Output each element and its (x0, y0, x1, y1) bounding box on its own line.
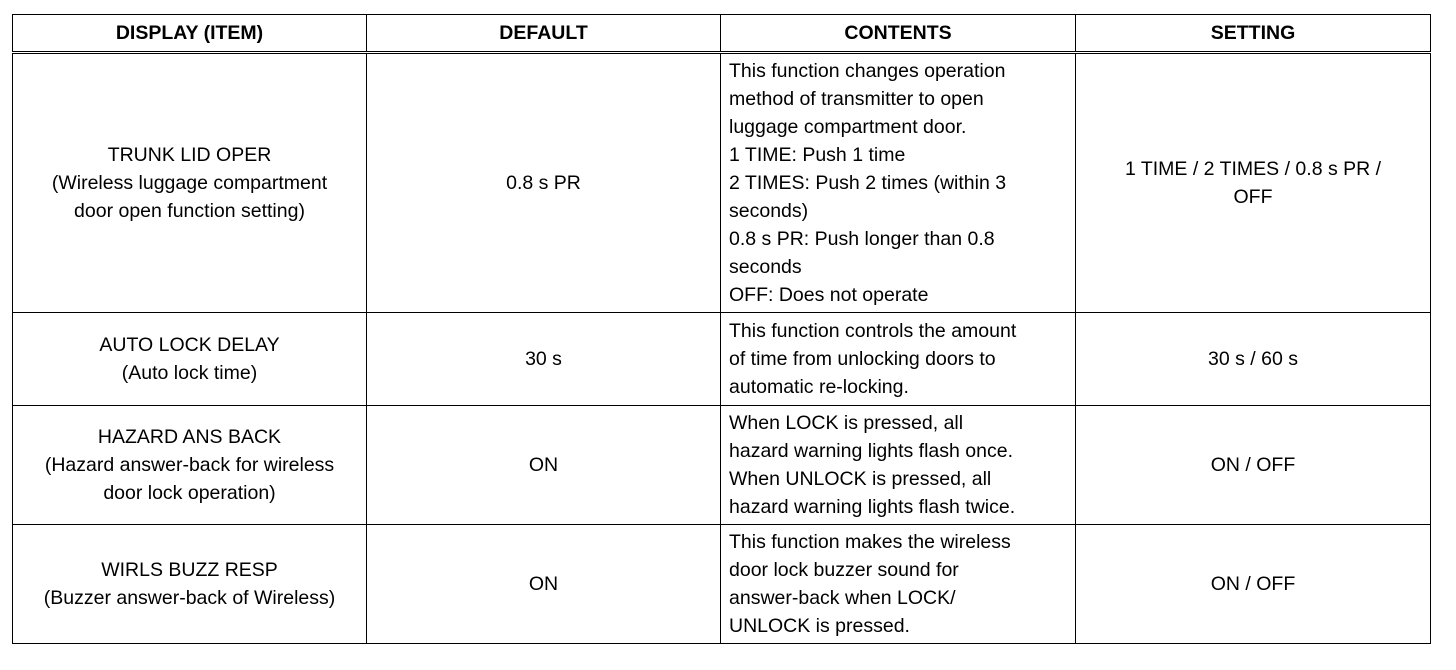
settings-table (12, 14, 1431, 644)
contents-line: of time from unlocking doors to (729, 348, 996, 370)
item-name: TRUNK LID OPER (107, 144, 272, 166)
contents-line: This function makes the wireless (729, 531, 1011, 553)
contents-line: This function changes operation (729, 60, 1006, 82)
contents-cell (721, 525, 1076, 644)
setting-cell (1076, 313, 1431, 406)
setting-line: OFF (1233, 186, 1273, 208)
item-description-line: (Hazard answer-back for wireless (44, 454, 335, 476)
item-name: WIRLS BUZZ RESP (101, 559, 278, 581)
table-row (13, 53, 1431, 313)
setting-cell (1076, 53, 1431, 313)
default-cell: 30 s (367, 313, 721, 406)
contents-line: door lock buzzer sound for (729, 559, 959, 581)
item-description-line: (Wireless luggage compartment (51, 172, 328, 194)
contents-line: seconds) (729, 200, 809, 222)
contents-line: seconds (729, 256, 802, 278)
table-header-row (13, 15, 1431, 53)
table-row (13, 313, 1431, 406)
contents-line: luggage compartment door. (729, 116, 967, 138)
setting-line: ON / OFF (1210, 454, 1296, 476)
contents-cell (721, 406, 1076, 525)
contents-line: This function controls the amount (729, 320, 1017, 342)
contents-line: When LOCK is pressed, all (729, 412, 964, 434)
contents-line: UNLOCK is pressed. (729, 615, 910, 637)
display-item-cell (13, 406, 367, 525)
display-item-cell (13, 525, 367, 644)
item-description-line: door lock operation) (103, 482, 276, 504)
contents-line: 2 TIMES: Push 2 times (within 3 (729, 172, 1007, 194)
table-row (13, 406, 1431, 525)
display-item-cell (13, 53, 367, 313)
table-row (13, 525, 1431, 644)
item-description-line: (Auto lock time) (121, 362, 258, 384)
default-cell: 0.8 s PR (367, 53, 721, 313)
contents-line: automatic re-locking. (729, 376, 909, 398)
setting-line: 1 TIME / 2 TIMES / 0.8 s PR / (1124, 158, 1382, 180)
header-default: DEFAULT (367, 15, 721, 53)
header-display-item: DISPLAY (ITEM) (13, 15, 367, 53)
setting-cell (1076, 406, 1431, 525)
default-cell: ON (367, 525, 721, 644)
contents-line: hazard warning lights flash twice. (729, 496, 1016, 518)
contents-line: When UNLOCK is pressed, all (729, 468, 992, 490)
item-description-line: (Buzzer answer-back of Wireless) (43, 587, 336, 609)
setting-cell (1076, 525, 1431, 644)
header-contents: CONTENTS (721, 15, 1076, 53)
contents-cell (721, 53, 1076, 313)
display-item-cell (13, 313, 367, 406)
default-cell: ON (367, 406, 721, 525)
item-name: HAZARD ANS BACK (97, 426, 282, 448)
contents-line: method of transmitter to open (729, 88, 984, 110)
setting-line: ON / OFF (1210, 573, 1296, 595)
item-name: AUTO LOCK DELAY (99, 334, 280, 356)
contents-line: OFF: Does not operate (729, 284, 929, 306)
contents-line: hazard warning lights flash once. (729, 440, 1013, 462)
item-description-line: door open function setting) (74, 200, 305, 222)
setting-line: 30 s / 60 s (1208, 348, 1298, 370)
contents-cell (721, 313, 1076, 406)
contents-line: 0.8 s PR: Push longer than 0.8 (729, 228, 995, 250)
contents-line: 1 TIME: Push 1 time (729, 144, 906, 166)
header-setting: SETTING (1076, 15, 1431, 53)
contents-line: answer-back when LOCK/ (729, 587, 956, 609)
